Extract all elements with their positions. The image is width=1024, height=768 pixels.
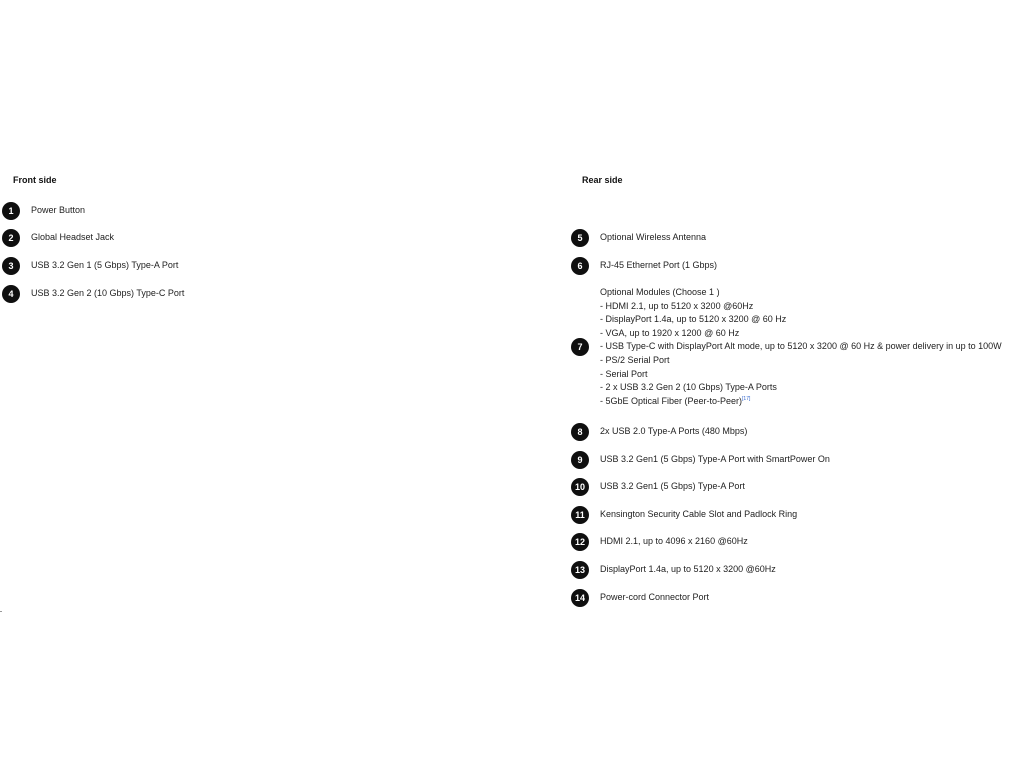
rear-item-13 [571, 561, 776, 579]
port-label: USB 3.2 Gen1 (5 Gbps) Type-A Port [600, 481, 745, 492]
optional-modules-list [600, 286, 1002, 408]
rear-side-heading: Rear side [582, 175, 623, 185]
module-option: - DisplayPort 1.4a, up to 5120 x 3200 @ 60 Hz [600, 314, 787, 325]
number-badge: 3 [2, 257, 20, 275]
number-badge: 5 [571, 229, 589, 247]
port-label: USB 3.2 Gen 1 (5 Gbps) Type-A Port [31, 260, 179, 271]
footnote-link[interactable]: [17] [742, 395, 751, 402]
port-label: 2x USB 2.0 Type-A Ports (480 Mbps) [600, 426, 748, 437]
rear-item-7 [571, 286, 1002, 408]
modules-heading: Optional Modules (Choose 1 ) [600, 287, 720, 297]
module-option: - HDMI 2.1, up to 5120 x 3200 @60Hz [600, 300, 754, 311]
rear-item-6 [571, 257, 717, 275]
rear-item-9 [571, 451, 830, 469]
number-badge: 4 [2, 285, 20, 303]
number-badge: 6 [571, 257, 589, 275]
module-option: - PS/2 Serial Port [600, 354, 670, 365]
rear-item-5 [571, 229, 706, 247]
port-label: RJ-45 Ethernet Port (1 Gbps) [600, 260, 718, 271]
rear-item-11 [571, 506, 797, 524]
rear-item-12 [571, 533, 748, 551]
front-item-1 [2, 202, 85, 220]
front-item-3 [2, 257, 178, 275]
number-badge: 9 [571, 451, 589, 469]
module-option: - USB Type-C with DisplayPort Alt mode, up to 5120 x 3200 @ 60 Hz & power delivery in up to 100W [600, 341, 1002, 352]
rear-item-10 [571, 478, 745, 496]
front-item-4 [2, 285, 184, 303]
number-badge: 13 [571, 561, 589, 579]
port-label: Power Button [31, 205, 86, 216]
module-option: - VGA, up to 1920 x 1200 @ 60 Hz [600, 327, 740, 338]
number-badge: 2 [2, 229, 20, 247]
number-badge: 8 [571, 423, 589, 441]
number-badge: 10 [571, 478, 589, 496]
rear-item-8 [571, 423, 747, 441]
module-option: - 2 x USB 3.2 Gen 2 (10 Gbps) Type-A Ports [600, 382, 777, 393]
number-badge: 12 [571, 533, 589, 551]
rear-item-14 [571, 589, 709, 607]
module-option: - Serial Port [600, 368, 648, 379]
port-label: Optional Wireless Antenna [600, 232, 707, 243]
port-label: Power-cord Connector Port [600, 592, 710, 603]
number-badge: 1 [2, 202, 20, 220]
port-label: Global Headset Jack [31, 232, 115, 243]
front-item-2 [2, 229, 114, 247]
module-option-text: - 5GbE Optical Fiber (Peer-to-Peer) [600, 395, 743, 406]
edge-mark [0, 611, 2, 612]
number-badge: 11 [571, 506, 589, 524]
port-label: USB 3.2 Gen1 (5 Gbps) Type-A Port with SmartPower On [600, 454, 830, 465]
number-badge: 7 [571, 338, 589, 356]
number-badge: 14 [571, 589, 589, 607]
front-side-heading: Front side [13, 175, 57, 185]
port-label: Kensington Security Cable Slot and Padlock Ring [600, 509, 798, 520]
port-label: USB 3.2 Gen 2 (10 Gbps) Type-C Port [31, 288, 185, 299]
port-label: HDMI 2.1, up to 4096 x 2160 @60Hz [600, 536, 748, 547]
port-label: DisplayPort 1.4a, up to 5120 x 3200 @60Hz [600, 564, 776, 575]
module-option-fiber [600, 395, 1002, 409]
